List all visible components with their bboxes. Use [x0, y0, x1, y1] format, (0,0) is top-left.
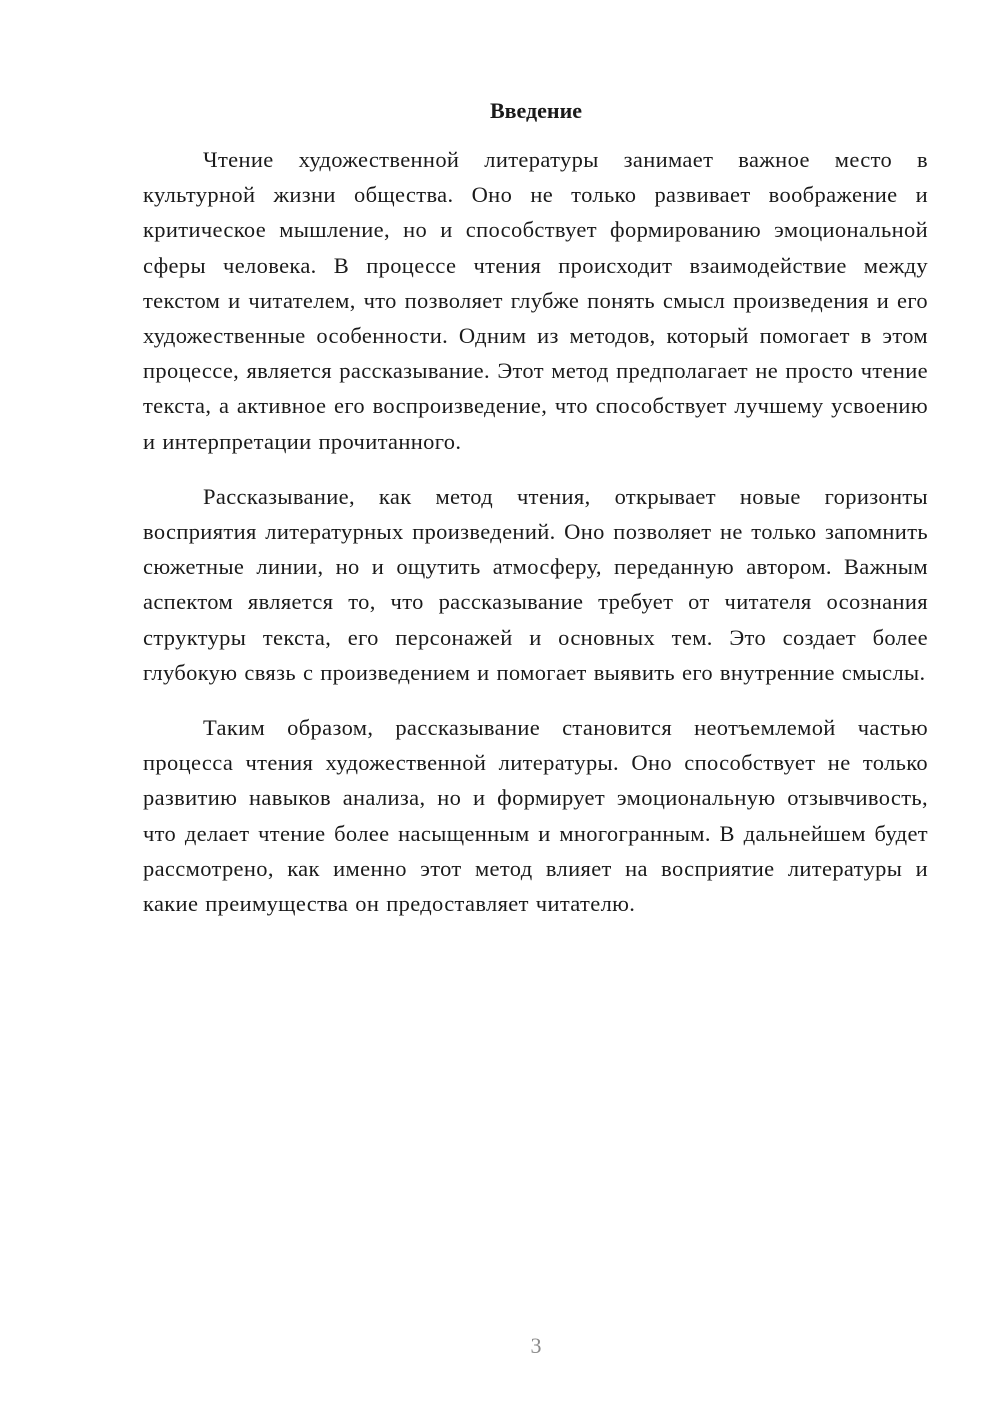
- section-heading: Введение: [489, 98, 583, 123]
- body-text: [143, 142, 928, 941]
- paragraph: Рассказывание, как метод чтения, открывает новые горизонты восприятия литературных произведений. Оно позволяет не только запомнить сюжетные линии, но и ощутить атмосферу, переданную автором. Важным аспектом является то, что рассказывание требует от читателя осознания структуры текста, его персонажей и основных тем. Это создает более глубокую связь с произведением и помогает выявить его внутренние смыслы.: [143, 483, 928, 685]
- paragraph: Таким образом, рассказывание становится неотъемлемой частью процесса чтения художественной литературы. Оно способствует не только развитию навыков анализа, но и формирует эмоциональную отзывчивость, что делает чтение более насыщенным и многогранным. В дальнейшем будет рассмотрено, как именно этот метод влияет на восприятие литературы и какие преимущества он предоставляет читателю.: [143, 715, 928, 917]
- paragraph: Чтение художественной литературы занимает важное место в культурной жизни общества. Оно не только развивает воображение и критическое мышление, но и способствует формированию эмоциональной сферы человека. В процессе чтения происходит взаимодействие между текстом и читателем, что позволяет глубже понять смысл произведения и его художественные особенности. Одним из методов, который помогает в этом процессе, является рассказывание. Этот метод предполагает не просто чтение текста, а активное его воспроизведение, что способствует лучшему усвоению и интерпретации прочитанного.: [143, 147, 928, 454]
- page-number: 3: [530, 1333, 542, 1358]
